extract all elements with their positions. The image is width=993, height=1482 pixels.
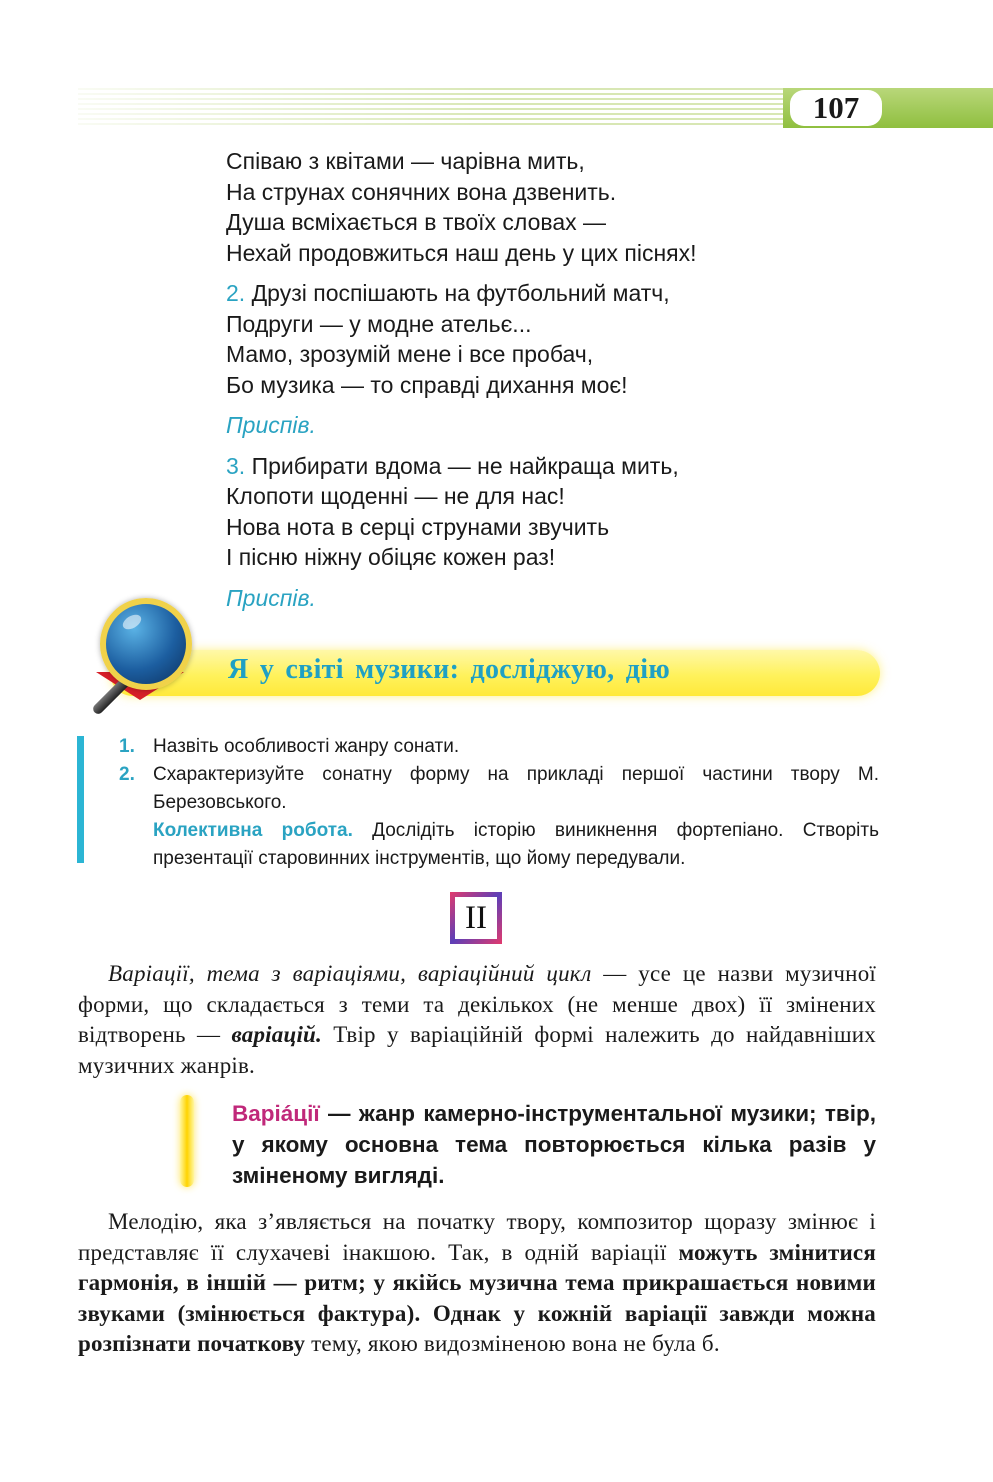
bold-term: варіацій. xyxy=(231,1022,323,1047)
task-number: 2. xyxy=(119,764,135,785)
song-lyrics xyxy=(226,146,826,623)
lyric-line: Співаю з квітами — чарівна мить, xyxy=(226,148,585,174)
bold-text: можуть змінитися гармонія, в іншій — ритм; у якійсь музична тема прикрашається новими звуками (змінюється фактура). Однак у кожній варіації завжди можна розпізнати початкову xyxy=(78,1239,876,1356)
stanza-number: 3. xyxy=(226,452,246,479)
lyric-line: І пісню ніжну обіцяє кожен раз! xyxy=(226,544,556,570)
lyric-line: На струнах сонячних вона дзвенить. xyxy=(226,178,617,205)
lyric-text: Прибирати вдома — не найкраща мить, xyxy=(245,452,679,479)
section-title: Я у світі музики: досліджую, дію xyxy=(228,654,671,685)
lyric-line: Душа всміхається в твоїх словах — xyxy=(226,209,607,235)
paragraph-text: тему, якою видозміненою вона не була б. xyxy=(305,1331,720,1356)
task-item xyxy=(119,733,879,761)
refrain-label: Приспів. xyxy=(226,412,316,438)
lyric-line: Нова нота в серці струнами звучить xyxy=(226,513,610,540)
stanza-3 xyxy=(226,451,826,573)
header-decorative-lines xyxy=(78,88,783,128)
paragraph-variations-intro xyxy=(78,959,876,1081)
lyric-line: Подруги — у модне ательє... xyxy=(226,310,532,337)
task-number: 1. xyxy=(119,736,135,757)
lyric-text: Друзі поспішають на футбольний матч, xyxy=(245,280,670,306)
definition-term: Варіáції xyxy=(232,1101,320,1126)
page-number-box xyxy=(790,90,882,126)
definition-box xyxy=(232,1098,876,1191)
magnifier-icon xyxy=(100,598,192,690)
task-list xyxy=(119,733,879,873)
stanza-intro xyxy=(226,146,826,268)
paragraph-text: Твір у варіаційній формі належить до найдавніших музичних жанрів. xyxy=(78,1022,877,1078)
paragraph-text: — усе це назви музичної форми, що складається з теми та декількох (не менше двох) її змінених відтворень — xyxy=(78,961,876,1047)
page-number: 107 xyxy=(812,90,860,125)
stanza-2 xyxy=(226,278,826,400)
lyric-line xyxy=(226,451,826,482)
task-text: Назвіть особливості жанру сонати. xyxy=(153,736,460,757)
lyric-line: Нехай продовжиться наш день у цих піснях! xyxy=(226,239,697,266)
stanza-number: 2. xyxy=(226,280,246,306)
collective-task xyxy=(153,817,879,873)
section-marker xyxy=(450,892,502,944)
refrain-label: Приспів. xyxy=(226,584,316,611)
lyric-line: Клопоти щоденні — не для нас! xyxy=(226,483,565,509)
task-item xyxy=(119,761,879,817)
italic-lead: Варіації, тема з варіаціями, варіаційний цикл xyxy=(108,961,592,986)
tasks-side-bar xyxy=(77,736,84,863)
paragraph-text: Мелодію, яка з’являється на початку твору, композитор щоразу змінює і представляє її слухачеві інакшою. Так, в одній варіації xyxy=(78,1209,876,1265)
collective-label: Колективна робота. xyxy=(153,820,353,841)
task-text: Схарактеризуйте сонатну форму на прикладі першої частини твору М. Березовського. xyxy=(153,764,879,813)
roman-numeral: II xyxy=(465,899,487,936)
definition-text: — жанр камерно-інструментальної музики; твір, у якому основна тема повторюється кілька разів у зміненому вигляді. xyxy=(232,1101,876,1188)
lyric-line xyxy=(226,278,826,309)
collective-text: Дослідіть історію виникнення фортепіано. Створіть презентації старовинних інструментів, що йому передували. xyxy=(153,820,879,869)
lyric-line: Бо музика — то справді дихання моє! xyxy=(226,371,628,398)
lyric-line: Мамо, зрозумій мене і все пробач, xyxy=(226,341,594,367)
section-marker-inner xyxy=(455,897,497,939)
definition-side-bar xyxy=(180,1095,194,1187)
paragraph-melody xyxy=(78,1207,876,1360)
